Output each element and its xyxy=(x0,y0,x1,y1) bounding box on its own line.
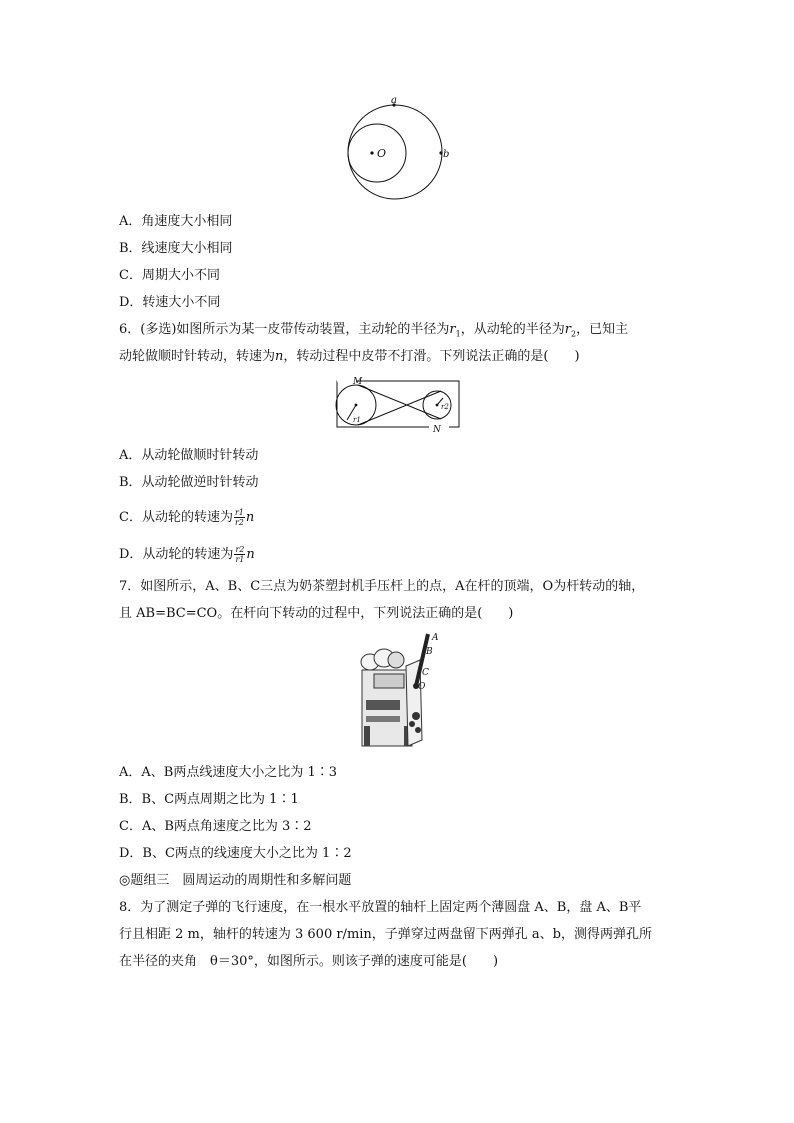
q7-stem-line-2: 且 AB=BC=CO。在杆向下转动的过程中，下列说法正确的是( ) xyxy=(119,606,514,621)
label-a: a xyxy=(391,96,397,106)
q6-stem-line-1: 6．(多选)如图所示为某一皮带传动装置，主动轮的半径为$r_1$，从动轮的半径为$r_2$，已知主 xyxy=(119,322,629,339)
label-b: b xyxy=(443,149,450,160)
q5-option-d: D．转速大小不同 xyxy=(119,295,221,310)
circles-figure xyxy=(340,96,452,206)
label-r1: r1 xyxy=(353,416,361,424)
belt-drive-figure xyxy=(333,376,463,434)
label-r2: r2 xyxy=(441,403,449,411)
q5-option-a: A．角速度大小相同 xyxy=(119,214,233,229)
q5-option-c: C．周期大小不同 xyxy=(119,268,220,283)
q6-option-a: A．从动轮做顺时针转动 xyxy=(119,448,259,463)
q6-option-b: B．从动轮做逆时针转动 xyxy=(119,475,259,490)
label-A: A xyxy=(432,633,439,643)
q8-line-1: 8．为了测定子弹的飞行速度，在一根水平放置的轴杆上固定两个薄圆盘 A、B，盘 A、B平 xyxy=(119,900,642,915)
q8-line-2: 行且相距 2 m，轴杆的转速为 3 600 r/min，子弹穿过两盘留下两弹孔 a、b，测得两弹孔所 xyxy=(119,927,653,942)
q6-option-c: C．从动轮的转速为 $\frac{r1}{r2}$ n xyxy=(119,508,255,527)
section-heading: ◎题组三 圆周运动的周期性和多解问题 xyxy=(119,873,352,888)
q5-option-b: B．线速度大小相同 xyxy=(119,241,233,256)
label-m: M xyxy=(353,377,363,387)
label-O: O xyxy=(418,682,426,692)
sealing-machine-figure xyxy=(350,630,450,750)
label-n: N xyxy=(433,425,441,434)
q7-option-c: C．A、B两点角速度之比为 3∶2 xyxy=(119,819,312,834)
label-o: O xyxy=(377,147,387,160)
q7-option-a: A．A、B两点线速度大小之比为 1∶3 xyxy=(119,765,338,780)
q7-stem-line-1: 7．如图所示，A、B、C三点为奶茶塑封机手压杆上的点，A在杆的顶端，O为杆转动的轴， xyxy=(119,579,645,594)
q6-option-d: D．从动轮的转速为 $\frac{r2}{r1}$ n xyxy=(119,545,255,564)
label-C: C xyxy=(422,668,429,678)
q8-line-3: 在半径的夹角 θ＝30°，如图所示。则该子弹的速度可能是( ) xyxy=(119,954,499,969)
q7-option-b: B．B、C两点周期之比为 1∶1 xyxy=(119,792,299,807)
q7-option-d: D．B、C两点的线速度大小之比为 1∶2 xyxy=(119,846,352,861)
label-B: B xyxy=(426,647,433,657)
q6-stem-line-2: 动轮做顺时针转动，转速为n，转动过程中皮带不打滑。下列说法正确的是( ) xyxy=(119,349,580,364)
